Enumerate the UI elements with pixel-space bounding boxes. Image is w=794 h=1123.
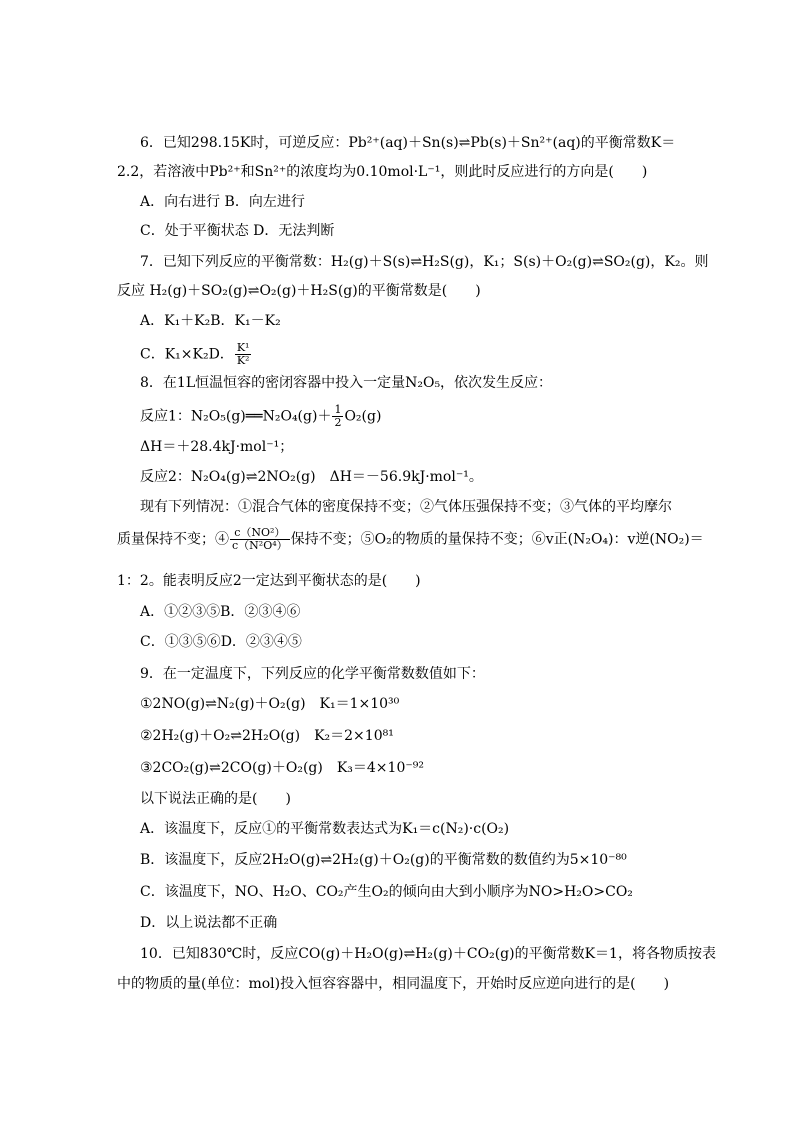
q7-options-cd [140, 342, 252, 367]
q9-option-c: C．该温度下，NO、H₂O、CO₂产生O₂的倾向由大到小顺序为NO>H₂O>CO₂ [140, 884, 633, 900]
q8-delta-h1: ΔH＝＋28.4kJ·mol⁻¹； [140, 439, 294, 455]
q9-line1: 9．在一定温度下，下列反应的化学平衡常数数值如下： [140, 666, 485, 682]
q9-option-d: D．以上说法都不正确 [140, 915, 278, 931]
q9-equation1: ①2NO(g)⇌N₂(g)＋O₂(g) K₁＝1×10³⁰ [140, 696, 400, 712]
q6-options-ab: A．向右进行 B．向左进行 [140, 194, 305, 210]
fraction-numerator: c（NO²） [230, 527, 290, 540]
reaction1-product: O₂(g) [344, 408, 382, 425]
q7-option-c-text: C．K₁×K₂D． [140, 346, 234, 363]
q8-statement2 [117, 527, 704, 552]
q10-line1: 10．已知830℃时，反应CO(g)＋H₂O(g)⇌H₂(g)＋CO₂(g)的平衡常数K＝1，将各物质按表 [140, 946, 716, 962]
q6-line1: 6．已知298.15K时，可逆反应：Pb²⁺(aq)＋Sn(s)⇌Pb(s)＋Sn²⁺(aq)的平衡常数K＝ [140, 135, 676, 151]
fraction-denominator: 2 [334, 416, 342, 429]
statement2-text-a: 质量保持不变；④ [117, 531, 229, 548]
fraction-denominator: c（N²O⁴） [232, 539, 288, 552]
q8-line1: 8．在1L恒温恒容的密闭容器中投入一定量N₂O₅，依次发生反应： [140, 375, 553, 391]
q9-option-b: B．该温度下，反应2H₂O(g)⇌2H₂(g)＋O₂(g)的平衡常数的数值约为5×10⁻⁸⁰ [140, 852, 627, 868]
statement2-text-b: 保持不变；⑤O₂的物质的量保持不变；⑥v正(N₂O₄)：v逆(NO₂)＝ [290, 531, 704, 548]
q8-reaction1 [140, 404, 381, 429]
fraction-numerator: 1 [334, 403, 342, 416]
fraction-numerator: K¹ [236, 341, 250, 354]
q7-option-d-fraction [235, 342, 252, 367]
q7-line2: 反应 H₂(g)＋SO₂(g)⇌O₂(g)＋H₂S(g)的平衡常数是( ) [117, 283, 481, 299]
q8-statement1: 现有下列情况：①混合气体的密度保持不变；②气体压强保持不变；③气体的平均摩尔 [140, 499, 672, 515]
q8-reaction2: 反应2：N₂O₄(g)⇌2NO₂(g) ΔH＝－56.9kJ·mol⁻¹。 [140, 469, 483, 485]
q9-option-a: A．该温度下，反应①的平衡常数表达式为K₁＝c(N₂)·c(O₂) [140, 821, 510, 837]
q8-statement3: 1：2。能表明反应2一定达到平衡状态的是( ) [117, 573, 421, 589]
q6-line2: 2.2，若溶液中Pb²⁺和Sn²⁺的浓度均为0.10mol·L⁻¹，则此时反应进行的方向是( ) [117, 164, 648, 180]
fraction-denominator: K² [236, 354, 250, 367]
q8-options-ab: A．①②③⑤B．②③④⑥ [140, 604, 301, 620]
reaction1-text: 反应1：N₂O₅(g)══N₂O₄(g)＋ [140, 408, 332, 425]
q10-line2: 中的物质的量(单位：mol)投入恒容容器中，相同温度下，开始时反应逆向进行的是( ) [117, 976, 670, 992]
q9-question: 以下说法正确的是( ) [140, 791, 291, 807]
q6-options-cd: C．处于平衡状态 D．无法判断 [140, 223, 335, 239]
concentration-ratio-fraction [230, 527, 290, 552]
q9-equation3: ③2CO₂(g)⇌2CO(g)＋O₂(g) K₃＝4×10⁻⁹² [140, 760, 424, 776]
reaction1-fraction [332, 404, 343, 429]
q7-line1: 7．已知下列反应的平衡常数：H₂(g)＋S(s)⇌H₂S(g)，K₁；S(s)＋O₂(g)⇌SO₂(g)，K₂。则 [140, 254, 709, 270]
q7-options-ab: A．K₁＋K₂B．K₁－K₂ [140, 313, 281, 329]
q8-options-cd: C．①③⑤⑥D．②③④⑤ [140, 634, 302, 650]
q9-equation2: ②2H₂(g)＋O₂⇌2H₂O(g) K₂＝2×10⁸¹ [140, 728, 394, 744]
